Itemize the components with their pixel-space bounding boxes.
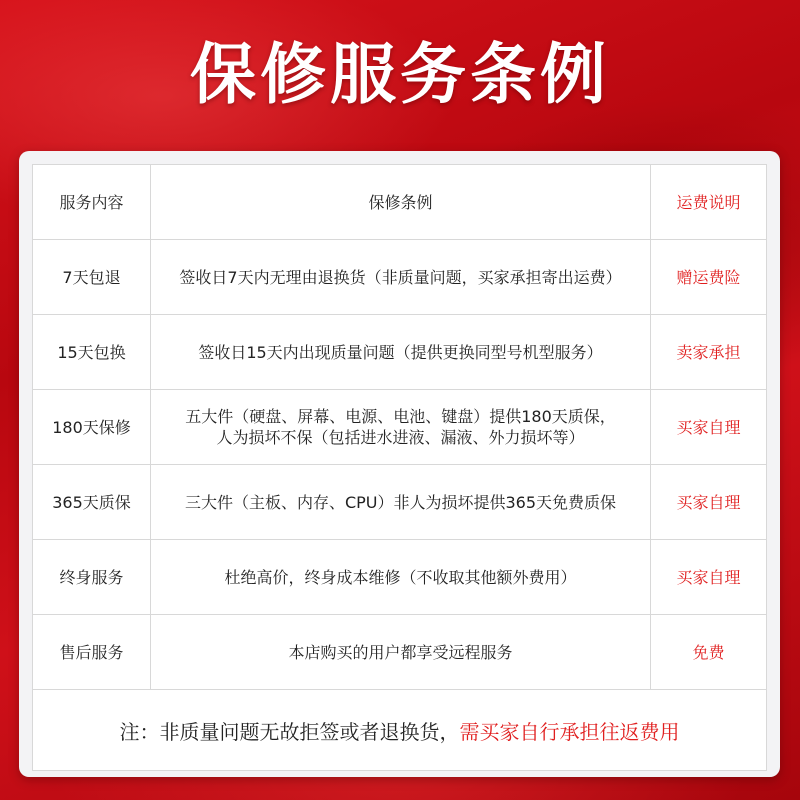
warranty-table [32, 164, 767, 771]
shipping-cell: 买家自理 [676, 417, 741, 437]
shipping-cell: 赠运费险 [676, 267, 741, 287]
service-cell: 365天质保 [33, 465, 151, 539]
table-row [33, 390, 766, 465]
service-cell: 7天包退 [33, 240, 151, 314]
service-cell: 15天包换 [33, 315, 151, 389]
terms-cell: 本店购买的用户都享受远程服务 [151, 615, 651, 689]
terms-cell: 杜绝高价，终身成本维修（不收取其他额外费用） [151, 540, 651, 614]
terms-cell: 签收日15天内出现质量问题（提供更换同型号机型服务） [151, 315, 651, 389]
header-service: 服务内容 [33, 165, 151, 239]
terms-cell: 签收日7天内无理由退换货（非质量问题，买家承担寄出运费） [151, 240, 651, 314]
footnote-highlight: 需买家自行承担往返费用 [459, 719, 680, 744]
shipping-cell: 买家自理 [676, 567, 741, 587]
shipping-cell: 卖家承担 [676, 342, 741, 362]
shipping-cell: 免费 [692, 642, 725, 662]
service-cell: 终身服务 [33, 540, 151, 614]
header-terms: 保修条例 [151, 165, 651, 239]
shipping-cell: 买家自理 [676, 492, 741, 512]
table-row [33, 465, 766, 540]
service-cell: 180天保修 [33, 390, 151, 464]
service-cell: 售后服务 [33, 615, 151, 689]
warranty-card [19, 151, 780, 777]
table-header-row [33, 165, 766, 240]
footnote [33, 690, 766, 770]
table-row [33, 615, 766, 690]
table-row [33, 315, 766, 390]
table-row [33, 540, 766, 615]
header-shipping: 运费说明 [676, 192, 741, 212]
table-row [33, 240, 766, 315]
terms-cell: 五大件（硬盘、屏幕、电源、电池、键盘）提供180天质保，人为损坏不保（包括进水进液、漏液、外力损坏等） [151, 390, 651, 464]
footnote-text: 注：非质量问题无故拒签或者退换货， [119, 719, 460, 744]
terms-cell: 三大件（主板、内存、CPU）非人为损坏提供365天免费质保 [151, 465, 651, 539]
page-title: 保修服务条例 [190, 36, 610, 113]
